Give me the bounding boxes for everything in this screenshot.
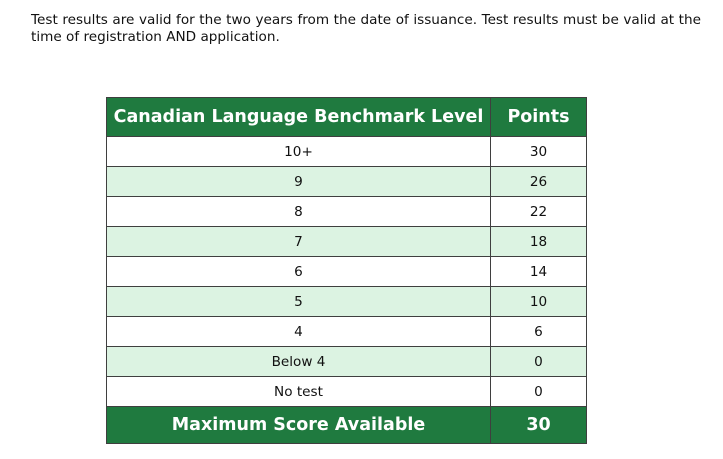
intro-paragraph: Test results are valid for the two years from the date of issuance. Test results must be valid at the time of registration AND application. — [31, 12, 701, 45]
table-row — [107, 227, 587, 257]
table-header-row — [107, 98, 587, 137]
points-cell: 14 — [491, 257, 587, 287]
max-score-value: 30 — [491, 407, 587, 444]
points-cell: 10 — [491, 287, 587, 317]
table-row — [107, 257, 587, 287]
level-cell: Below 4 — [107, 347, 491, 377]
max-score-label: Maximum Score Available — [107, 407, 491, 444]
points-cell: 30 — [491, 137, 587, 167]
table-row — [107, 347, 587, 377]
points-cell: 22 — [491, 197, 587, 227]
level-cell: 7 — [107, 227, 491, 257]
column-header-points: Points — [491, 98, 587, 137]
table-row — [107, 287, 587, 317]
points-cell: 18 — [491, 227, 587, 257]
level-cell: 4 — [107, 317, 491, 347]
level-cell: 8 — [107, 197, 491, 227]
column-header-level: Canadian Language Benchmark Level — [107, 98, 491, 137]
level-cell: 5 — [107, 287, 491, 317]
table-row — [107, 377, 587, 407]
points-cell: 0 — [491, 377, 587, 407]
level-cell: 6 — [107, 257, 491, 287]
table-row — [107, 317, 587, 347]
level-cell: 9 — [107, 167, 491, 197]
points-cell: 26 — [491, 167, 587, 197]
level-cell: 10+ — [107, 137, 491, 167]
clb-points-table — [106, 97, 587, 444]
points-cell: 0 — [491, 347, 587, 377]
points-cell: 6 — [491, 317, 587, 347]
table-footer-row — [107, 407, 587, 444]
table-row — [107, 197, 587, 227]
table-row — [107, 167, 587, 197]
table-row — [107, 137, 587, 167]
level-cell: No test — [107, 377, 491, 407]
